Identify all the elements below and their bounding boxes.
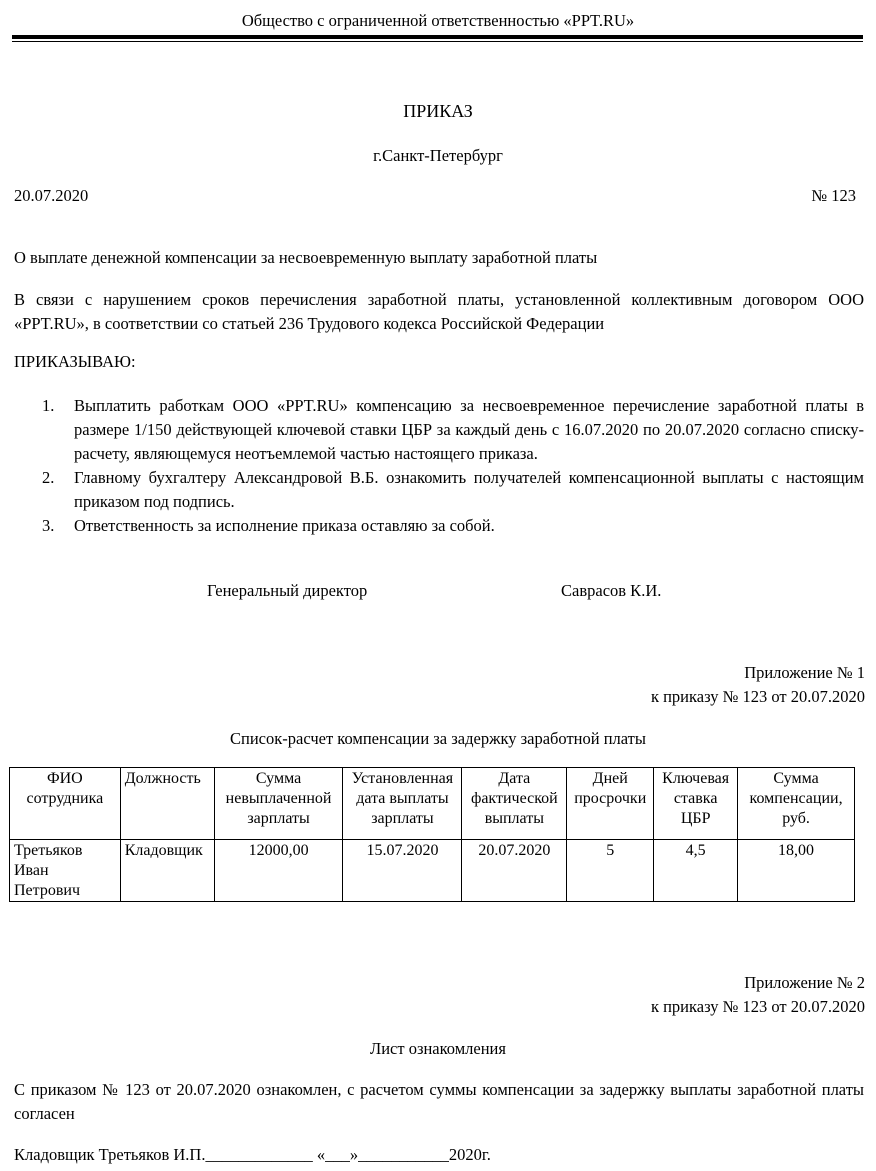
appendix2-label: Приложение № 2 xyxy=(744,973,865,992)
order-item xyxy=(14,394,864,466)
cell-key-rate: 4,5 xyxy=(654,840,738,902)
column-header-compensation: Сумма компенсации, руб. xyxy=(738,768,855,840)
column-header-days-overdue: Дней просрочки xyxy=(567,768,654,840)
table-row xyxy=(10,840,855,902)
order-item-text: Выплатить работкам ООО «PPT.RU» компенсацию за несвоевременное перечисление заработной платы в размере 1/150 действующей ключевой ставки ЦБР за каждый день с 16.07.2020 по 20.07.2020 согласно списку-расчету, являющемуся неотъемлемой частью настоящего приказа. xyxy=(74,396,864,463)
order-item xyxy=(14,466,864,514)
order-city: г.Санкт-Петербург xyxy=(373,146,503,165)
column-header-unpaid-amount: Сумма невыплаченной зарплаты xyxy=(214,768,343,840)
cell-position: Кладовщик xyxy=(120,840,214,902)
order-subject: О выплате денежной компенсации за несвоевременную выплату заработной платы xyxy=(14,248,598,267)
table-header-row xyxy=(10,768,855,840)
order-item-text: Главному бухгалтеру Александровой В.Б. ознакомить получателей компенсационной выплаты с настоящим приказом под подпись. xyxy=(74,468,864,511)
appendix2-ref: к приказу № 123 от 20.07.2020 xyxy=(650,997,865,1016)
order-items-list xyxy=(14,394,864,538)
column-header-due-date: Установленная дата выплаты зарплаты xyxy=(343,768,462,840)
appendix1-label: Приложение № 1 xyxy=(744,663,865,682)
cell-actual-date: 20.07.2020 xyxy=(462,840,567,902)
cell-fio: Третьяков Иван Петрович xyxy=(10,840,121,902)
cell-unpaid-amount: 12000,00 xyxy=(214,840,343,902)
appendix2-title: Лист ознакомления xyxy=(370,1039,506,1058)
order-item-text: Ответственность за исполнение приказа оставляю за собой. xyxy=(74,516,495,535)
order-item-number: 2. xyxy=(42,468,55,487)
organization-header: Общество с ограниченной ответственностью «PPT.RU» xyxy=(241,11,635,30)
signer-position: Генеральный директор xyxy=(207,581,368,600)
column-header-position: Должность xyxy=(120,768,214,840)
header-rule-thick xyxy=(12,35,863,39)
order-item xyxy=(14,514,864,538)
order-title: ПРИКАЗ xyxy=(403,101,473,121)
order-preamble: В связи с нарушением сроков перечисления заработной платы, установленной коллективным договором ООО «PPT.RU», в соответствии со статьей 236 Трудового кодекса Российской Федерации xyxy=(14,290,864,333)
column-header-key-rate: Ключевая ставка ЦБР xyxy=(654,768,738,840)
order-number: № 123 xyxy=(811,186,856,205)
cell-compensation: 18,00 xyxy=(738,840,855,902)
header-rule-thin xyxy=(12,41,863,42)
signer-name: Саврасов К.И. xyxy=(561,581,662,600)
acknowledgement-signature-line: Кладовщик Третьяков И.П._____________ «___»___________2020г. xyxy=(14,1145,491,1164)
cell-days-overdue: 5 xyxy=(567,840,654,902)
order-word: ПРИКАЗЫВАЮ: xyxy=(14,352,136,371)
cell-due-date: 15.07.2020 xyxy=(343,840,462,902)
appendix1-title: Список-расчет компенсации за задержку заработной платы xyxy=(230,729,646,748)
order-item-number: 3. xyxy=(42,516,55,535)
compensation-table xyxy=(9,767,855,902)
order-date: 20.07.2020 xyxy=(14,186,89,205)
column-header-actual-date: Дата фактической выплаты xyxy=(462,768,567,840)
acknowledgement-text: С приказом № 123 от 20.07.2020 ознакомлен, с расчетом суммы компенсации за задержку выплаты заработной платы согласен xyxy=(14,1080,864,1123)
order-item-number: 1. xyxy=(42,396,55,415)
column-header-fio: ФИО сотрудника xyxy=(10,768,121,840)
appendix1-ref: к приказу № 123 от 20.07.2020 xyxy=(650,687,865,706)
